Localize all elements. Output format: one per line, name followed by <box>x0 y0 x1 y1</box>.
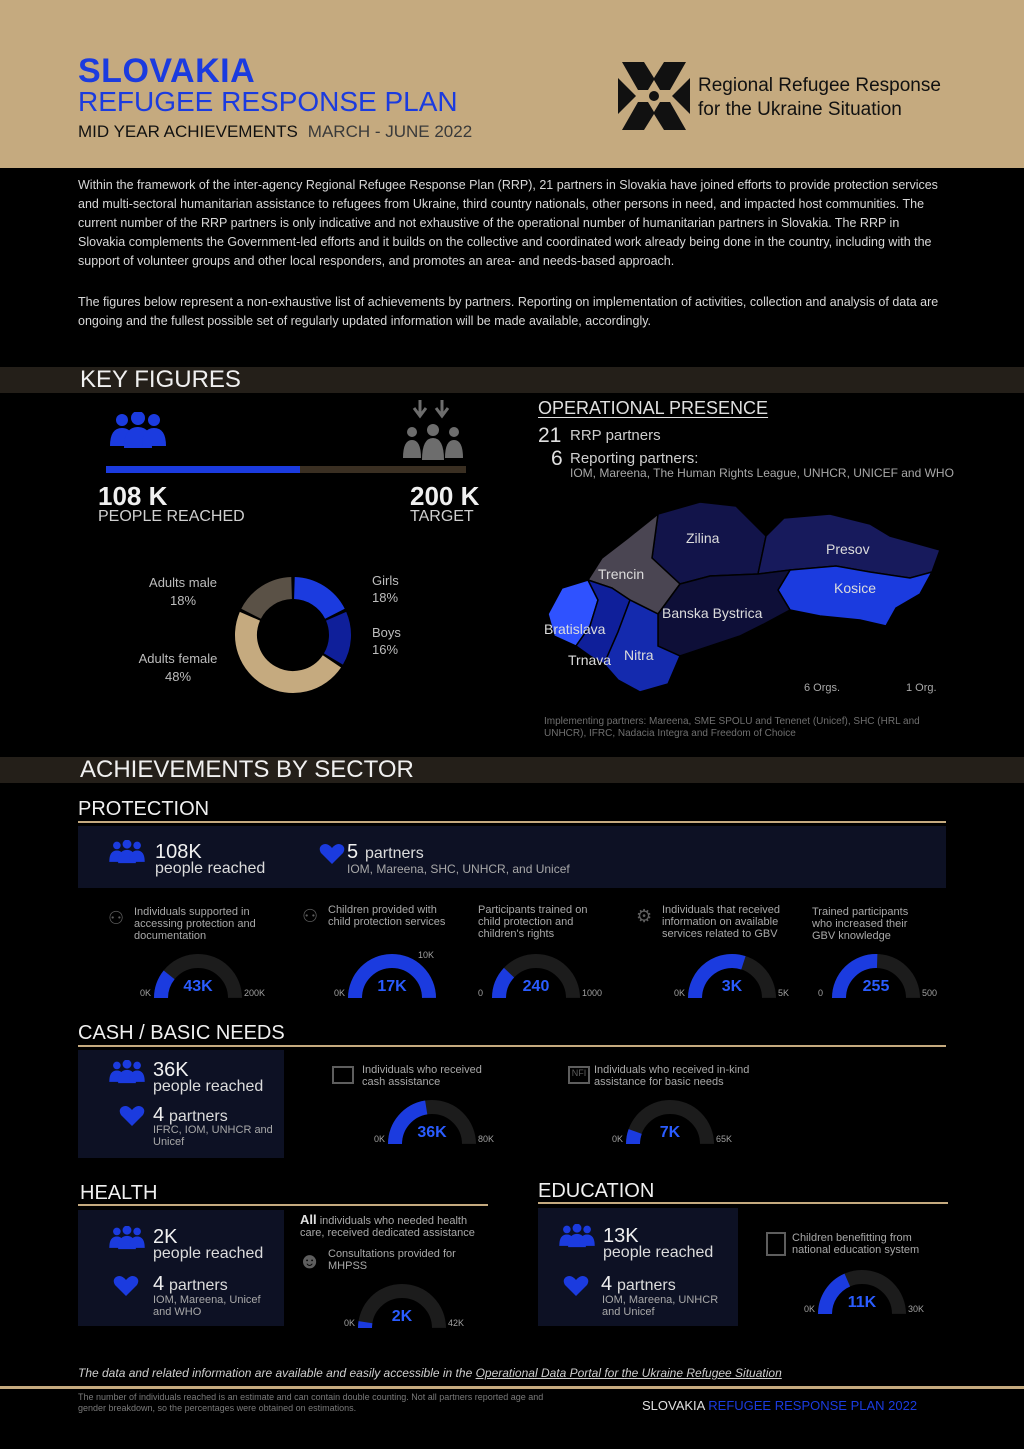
presence-title: OPERATIONAL PRESENCE <box>538 398 769 418</box>
health-partners-value: 4 <box>153 1273 165 1295</box>
education-title: EDUCATION <box>538 1180 655 1202</box>
achievements-title: ACHIEVEMENTS BY SECTOR <box>80 756 414 783</box>
cash-gauge-1-value: 36K <box>417 1124 447 1141</box>
child-protection-icon: ⚇ <box>302 906 319 926</box>
protection-reached-value: 108K <box>155 841 202 863</box>
donut-label-boys: Boys 16% <box>372 625 401 657</box>
intro-paragraph-1: Within the framework of the inter-agency Regional Refugee Response Plan (RRP), 21 partners in Slovakia have joined efforts to provide protection services and multi-sectoral humanitarian assistance to refugees from Ukraine, third country nationals, other persons in need, and impacted host communities. The current number of the RRP partners is only indicative and not exhaustive of the operational number of humanitarian partners in Slovakia. The RRP in Slovakia complements the Government-led efforts and it builds on the collective and coordinated work already being done in the country, including with the support of volunteer groups and other local responders, and promotes an area- and needs-based approach. <box>78 178 938 268</box>
map-legend-min: 6 Orgs. <box>804 682 841 694</box>
people-icon <box>108 1226 146 1252</box>
education-partners-label: partners <box>617 1277 676 1294</box>
health-reached-label: people reached <box>153 1245 264 1262</box>
rrp-partners-label: RRP partners <box>570 427 661 444</box>
cash-indicator-1-label: Individuals who received cash assistance <box>362 1064 482 1088</box>
protection-gauge-2-min: 0K <box>334 988 346 998</box>
mid-year-label: MID YEAR ACHIEVEMENTS <box>78 122 298 141</box>
donut-label-girls: Girls 18% <box>372 573 399 605</box>
cash-title: CASH / BASIC NEEDS <box>78 1022 285 1044</box>
cash-reached-label: people reached <box>153 1078 264 1095</box>
cash-gauge-2-value: 7K <box>659 1124 681 1141</box>
reporting-partners-count: 6 <box>551 447 563 470</box>
protection-indicator-1-label: Individuals supported in accessing protection and documentation <box>134 906 256 942</box>
health-title: HEALTH <box>80 1182 158 1204</box>
protection-gauge-3-min: 0 <box>478 988 484 998</box>
protection-gauge-4-value: 3K <box>721 978 743 995</box>
target-label: TARGET <box>410 508 474 525</box>
subtitle <box>78 122 472 142</box>
reporting-partners-label: Reporting partners: <box>570 450 699 467</box>
protection-gauge-5-min: 0 <box>818 988 824 998</box>
cash-indicator-2-label: Individuals who received in-kind assistance for basic needs <box>594 1064 750 1088</box>
target-family-icon <box>400 398 466 462</box>
key-figures-title: KEY FIGURES <box>80 366 241 393</box>
people-icon <box>108 840 146 866</box>
footer-brand: SLOVAKIA REFUGEE RESPONSE PLAN 2022 <box>642 1398 918 1413</box>
education-indicator-1-label: Children benefitting from national education system <box>792 1232 920 1256</box>
reached-label: PEOPLE REACHED <box>98 508 245 525</box>
cash-icon <box>332 1066 354 1084</box>
people-icon <box>108 1060 146 1086</box>
people-icon <box>558 1224 596 1250</box>
protection-gauge-1-max: 200K <box>244 988 266 998</box>
progress-track <box>106 466 466 473</box>
cash-gauge-2-min: 0K <box>612 1134 624 1144</box>
region-label-presov: Presov <box>826 541 870 557</box>
health-partners-label: partners <box>169 1277 228 1294</box>
health-rule <box>78 1204 488 1206</box>
map-legend-max: 1 Org. <box>906 682 937 694</box>
people-icon <box>108 412 168 452</box>
plan-title: REFUGEE RESPONSE PLAN <box>78 86 458 117</box>
protection-panel <box>78 826 946 888</box>
protection-indicator-4-label: Individuals that received information on available services related to GBV <box>662 904 781 940</box>
heart-hands-icon <box>318 842 346 866</box>
family-icon: ⚇ <box>108 908 125 928</box>
book-icon <box>766 1232 786 1256</box>
protection-gauge-1-min: 0K <box>140 988 152 998</box>
reporting-partners-list: IOM, Mareena, The Human Rights League, UNHCR, UNICEF and WHO <box>570 466 954 480</box>
protection-indicator-5-label: Trained participants who increased their GBV knowledge <box>812 906 909 942</box>
logo-line-2: for the Ukraine Situation <box>698 99 902 120</box>
region-label-zilina: Zilina <box>686 530 720 546</box>
education-gauge-1-min: 0K <box>804 1304 816 1314</box>
education-partners-list: IOM, Mareena, UNHCR and Unicef <box>602 1294 719 1318</box>
protection-reached-label: people reached <box>155 860 266 877</box>
donut-label-adults-female: Adults female 48% <box>138 651 218 684</box>
education-gauge-1-max: 30K <box>908 1304 925 1314</box>
cash-partners-list: IFRC, IOM, UNHCR and Unicef <box>153 1124 273 1148</box>
protection-rule <box>78 821 946 823</box>
progress-fill <box>106 466 300 473</box>
demographics-donut <box>232 574 354 696</box>
protection-gauge-3-value: 240 <box>522 978 550 995</box>
portal-note: The data and related information are available and easily accessible in the Operational Data Portal for the Ukraine Refugee Situation <box>78 1366 782 1380</box>
donut-slice-adults-male <box>251 588 291 614</box>
region-label-trnava: Trnava <box>568 652 612 668</box>
doctor-icon: ☻ <box>298 1248 322 1273</box>
cash-gauge-2-max: 65K <box>716 1134 733 1144</box>
donut-label-adults-male: Adults male 18% <box>149 575 217 608</box>
disclaimer: The number of individuals reached is an estimate and can contain double counting. Not all partners reported age and gender breakdown, so the percentages were obtained on estimations. <box>78 1392 544 1413</box>
education-partners-value: 4 <box>601 1273 613 1295</box>
heart-hands-icon <box>112 1274 140 1298</box>
protection-partners-label: partners <box>365 845 424 862</box>
cash-partners-value: 4 <box>153 1104 165 1126</box>
protection-partners-value: 5 <box>347 841 359 863</box>
logo-line-1: Regional Refugee Response <box>698 75 941 96</box>
protection-gauge-5-value: 255 <box>862 978 890 995</box>
protection-gauge-4-min: 0K <box>674 988 686 998</box>
health-note: All individuals who needed health care, received dedicated assistance <box>300 1212 475 1239</box>
region-label-trencin: Trencin <box>598 566 645 582</box>
target-value: 200 K <box>410 481 480 511</box>
footer-rule <box>0 1386 1024 1389</box>
donut-slice-girls <box>294 588 334 614</box>
reached-value: 108 K <box>98 481 168 511</box>
region-label-kosice: Kosice <box>834 580 877 596</box>
protection-indicator-2-label: Children provided with child protection services <box>328 904 446 928</box>
cash-gauge-2-fill <box>633 1131 635 1144</box>
donut-slice-adults-female <box>246 616 332 682</box>
nfi-icon: NFI <box>568 1066 590 1084</box>
cash-gauge-1-min: 0K <box>374 1134 386 1144</box>
education-reached-value: 13K <box>603 1225 639 1247</box>
donut-slice-boys <box>333 616 340 659</box>
education-rule <box>538 1202 948 1204</box>
cash-gauge-1-max: 80K <box>478 1134 495 1144</box>
period-label: MARCH - JUNE 2022 <box>307 122 473 141</box>
health-gauge-1-value: 2K <box>391 1308 413 1325</box>
region-label-bratislava: Bratislava <box>544 621 606 637</box>
region-label-banska-bystrica: Banska Bystrica <box>662 605 763 621</box>
portal-link[interactable]: Operational Data Portal for the Ukraine Refugee Situation <box>475 1366 782 1380</box>
education-reached-label: people reached <box>603 1244 714 1261</box>
cash-reached-value: 36K <box>153 1059 189 1081</box>
rrp-partners-count: 21 <box>538 424 562 447</box>
info-gear-icon: ⚙ <box>636 906 653 926</box>
heart-hands-icon <box>118 1104 146 1128</box>
protection-gauge-2-value: 17K <box>377 978 407 995</box>
health-indicator-1-label: Consultations provided for MHPSS <box>328 1248 456 1272</box>
intro-paragraph-2: The figures below represent a non-exhaustive list of achievements by partners. Reporting on implementation of activities, collection and analysis of data are ongoing and the fullest possible set of regularly updated information will be made available, accordingly. <box>78 295 939 328</box>
protection-gauge-1-value: 43K <box>183 978 213 995</box>
region-label-nitra: Nitra <box>624 647 654 663</box>
country-title: SLOVAKIA <box>78 52 256 90</box>
protection-gauge-2-max: 10K <box>418 950 435 960</box>
protection-title: PROTECTION <box>78 798 210 820</box>
protection-indicator-3-label: Participants trained on child protection and children's rights <box>478 904 588 940</box>
implementing-partners: Implementing partners: Mareena, SME SPOLU and Tenenet (Unicef), SHC (HRL and UNHCR), IFRC, Nadacia Integra and Freedom of Choice <box>544 716 920 739</box>
header <box>0 0 1024 168</box>
protection-gauge-3-max: 1000 <box>582 988 603 998</box>
protection-gauge-5-max: 500 <box>922 988 938 998</box>
education-gauge-1-value: 11K <box>847 1294 877 1311</box>
health-gauge-1-min: 0K <box>344 1318 356 1328</box>
protection-gauge-4-max: 5K <box>778 988 790 998</box>
health-reached-value: 2K <box>153 1226 178 1248</box>
protection-partners-list: IOM, Mareena, SHC, UNHCR, and Unicef <box>347 862 570 876</box>
health-gauge-1-max: 42K <box>448 1318 465 1328</box>
cash-rule <box>78 1045 946 1047</box>
heart-hands-icon <box>562 1274 590 1298</box>
cash-partners-label: partners <box>169 1108 228 1125</box>
rrp-logo-text <box>698 74 941 122</box>
rrp-logo-icon <box>614 56 694 136</box>
health-partners-list: IOM, Mareena, Unicef and WHO <box>153 1294 261 1318</box>
